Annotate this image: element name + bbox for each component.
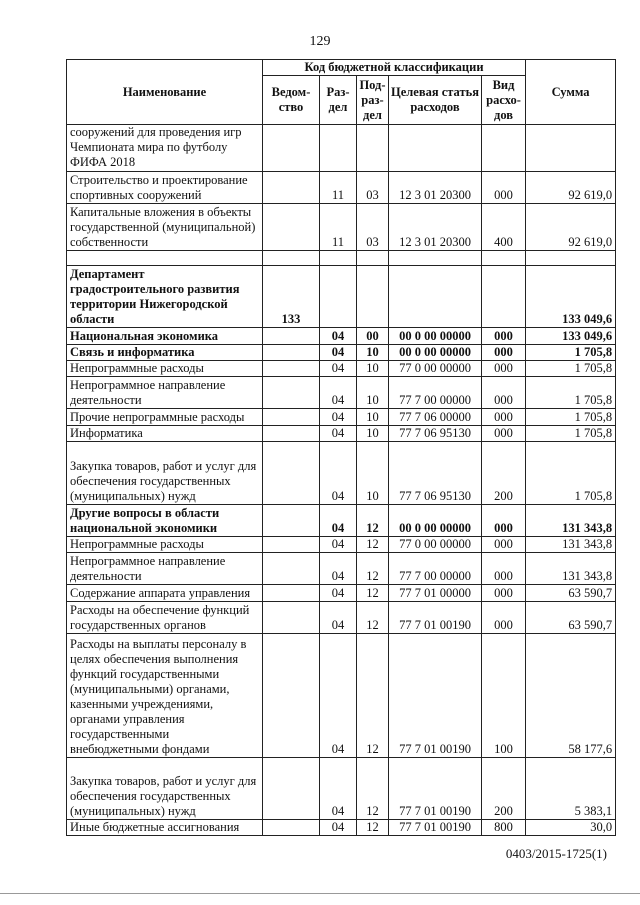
cell-name: Закупка товаров, работ и услуг для обеспечения государственных (муниципальных) нужд <box>67 442 263 505</box>
table-row <box>67 266 616 328</box>
cell-expense-kind: 200 <box>482 758 526 820</box>
cell-section: 04 <box>320 505 357 537</box>
cell-subsection: 12 <box>357 820 389 836</box>
table-row <box>67 204 616 251</box>
table-row <box>67 537 616 553</box>
cell-name: Строительство и проектирование спортивных сооружений <box>67 172 263 204</box>
cell-department <box>263 345 320 361</box>
table-row <box>67 377 616 409</box>
cell-sum: 30,0 <box>526 820 616 836</box>
table-row <box>67 409 616 426</box>
cell-subsection <box>357 251 389 266</box>
cell-section: 04 <box>320 377 357 409</box>
cell-sum: 1 705,8 <box>526 345 616 361</box>
cell-expense-kind: 400 <box>482 204 526 251</box>
cell-name: Содержание аппарата управления <box>67 585 263 602</box>
cell-section: 04 <box>320 758 357 820</box>
document-code: 0403/2015-1725(1) <box>505 846 607 861</box>
cell-subsection: 03 <box>357 204 389 251</box>
cell-target-article: 77 7 01 00190 <box>389 758 482 820</box>
cell-sum: 133 049,6 <box>526 328 616 345</box>
header-subsection: Под-раз-дел <box>357 76 389 125</box>
cell-subsection: 10 <box>357 345 389 361</box>
cell-sum <box>526 251 616 266</box>
table-row <box>67 758 616 820</box>
cell-target-article <box>389 125 482 172</box>
cell-subsection: 03 <box>357 172 389 204</box>
cell-expense-kind <box>482 266 526 328</box>
table-row <box>67 602 616 634</box>
cell-expense-kind: 000 <box>482 553 526 585</box>
table-row <box>67 820 616 836</box>
cell-section: 04 <box>320 585 357 602</box>
cell-name: Расходы на выплаты персоналу в целях обеспечения выполнения функций государственными (муниципальными) органами, казенными учреждениями, органами управления государственными внебюджетными фондами <box>67 634 263 758</box>
cell-subsection: 12 <box>357 758 389 820</box>
cell-target-article: 12 3 01 20300 <box>389 172 482 204</box>
cell-section: 04 <box>320 409 357 426</box>
cell-section: 04 <box>320 602 357 634</box>
cell-expense-kind <box>482 125 526 172</box>
cell-target-article: 00 0 00 00000 <box>389 345 482 361</box>
cell-name: Департамент градостроительного развития территории Нижегородской области <box>67 266 263 328</box>
cell-subsection: 12 <box>357 537 389 553</box>
cell-section <box>320 125 357 172</box>
cell-sum: 131 343,8 <box>526 505 616 537</box>
cell-target-article: 77 0 00 00000 <box>389 361 482 377</box>
cell-section: 04 <box>320 426 357 442</box>
budget-table <box>66 59 616 836</box>
cell-department <box>263 125 320 172</box>
table-row <box>67 426 616 442</box>
header-sum: Сумма <box>526 60 616 125</box>
cell-sum: 1 705,8 <box>526 409 616 426</box>
cell-name <box>67 251 263 266</box>
cell-subsection: 10 <box>357 361 389 377</box>
cell-department <box>263 442 320 505</box>
header-section: Раз-дел <box>320 76 357 125</box>
cell-name: Национальная экономика <box>67 328 263 345</box>
cell-expense-kind: 000 <box>482 377 526 409</box>
cell-expense-kind: 000 <box>482 426 526 442</box>
cell-name: Другие вопросы в области национальной экономики <box>67 505 263 537</box>
cell-sum <box>526 125 616 172</box>
cell-name: Капитальные вложения в объекты государственной (муниципальной) собственности <box>67 204 263 251</box>
cell-subsection <box>357 266 389 328</box>
cell-sum: 63 590,7 <box>526 585 616 602</box>
cell-name: Закупка товаров, работ и услуг для обеспечения государственных (муниципальных) нужд <box>67 758 263 820</box>
cell-target-article: 77 7 01 00190 <box>389 820 482 836</box>
cell-section: 04 <box>320 553 357 585</box>
cell-name: Непрограммные расходы <box>67 361 263 377</box>
cell-subsection: 10 <box>357 442 389 505</box>
cell-name: Непрограммные расходы <box>67 537 263 553</box>
table-row <box>67 251 616 266</box>
table-row <box>67 328 616 345</box>
cell-target-article: 00 0 00 00000 <box>389 505 482 537</box>
cell-sum: 1 705,8 <box>526 361 616 377</box>
header-classification-group: Код бюджетной классификации <box>263 60 526 76</box>
cell-department <box>263 602 320 634</box>
table-row <box>67 634 616 758</box>
cell-subsection <box>357 125 389 172</box>
cell-section: 04 <box>320 634 357 758</box>
cell-subsection: 10 <box>357 426 389 442</box>
cell-expense-kind: 000 <box>482 505 526 537</box>
cell-target-article: 77 7 01 00190 <box>389 634 482 758</box>
cell-target-article: 12 3 01 20300 <box>389 204 482 251</box>
cell-department <box>263 172 320 204</box>
cell-name: Прочие непрограммные расходы <box>67 409 263 426</box>
table-row <box>67 553 616 585</box>
cell-target-article: 77 7 01 00190 <box>389 602 482 634</box>
cell-subsection: 10 <box>357 409 389 426</box>
cell-target-article: 77 7 06 95130 <box>389 442 482 505</box>
page-number: 129 <box>309 34 331 49</box>
cell-department <box>263 377 320 409</box>
cell-expense-kind: 000 <box>482 537 526 553</box>
cell-subsection: 12 <box>357 634 389 758</box>
cell-name: Расходы на обеспечение функций государственных органов <box>67 602 263 634</box>
cell-section <box>320 266 357 328</box>
cell-expense-kind: 800 <box>482 820 526 836</box>
cell-section: 04 <box>320 820 357 836</box>
cell-sum: 1 705,8 <box>526 426 616 442</box>
cell-department <box>263 251 320 266</box>
cell-department <box>263 409 320 426</box>
cell-expense-kind: 000 <box>482 409 526 426</box>
cell-department <box>263 585 320 602</box>
cell-section: 11 <box>320 172 357 204</box>
cell-department <box>263 553 320 585</box>
cell-expense-kind: 000 <box>482 585 526 602</box>
cell-sum: 92 619,0 <box>526 204 616 251</box>
cell-name: сооружений для проведения игр Чемпионата мира по футболу ФИФА 2018 <box>67 125 263 172</box>
cell-name: Непрограммное направление деятельности <box>67 377 263 409</box>
cell-department <box>263 634 320 758</box>
cell-expense-kind: 000 <box>482 361 526 377</box>
cell-sum: 1 705,8 <box>526 377 616 409</box>
cell-subsection: 12 <box>357 585 389 602</box>
cell-subsection: 12 <box>357 602 389 634</box>
cell-target-article <box>389 251 482 266</box>
header-name: Наименование <box>67 60 263 125</box>
cell-sum: 58 177,6 <box>526 634 616 758</box>
cell-section: 04 <box>320 537 357 553</box>
cell-section: 11 <box>320 204 357 251</box>
cell-sum: 1 705,8 <box>526 442 616 505</box>
cell-sum: 133 049,6 <box>526 266 616 328</box>
cell-expense-kind: 000 <box>482 602 526 634</box>
cell-target-article: 00 0 00 00000 <box>389 328 482 345</box>
cell-department <box>263 505 320 537</box>
table-row <box>67 361 616 377</box>
cell-department <box>263 204 320 251</box>
cell-expense-kind: 000 <box>482 345 526 361</box>
table-row <box>67 172 616 204</box>
cell-name: Непрограммное направление деятельности <box>67 553 263 585</box>
cell-target-article: 77 7 00 00000 <box>389 377 482 409</box>
cell-department <box>263 426 320 442</box>
cell-section: 04 <box>320 328 357 345</box>
cell-expense-kind: 000 <box>482 328 526 345</box>
cell-department <box>263 820 320 836</box>
cell-expense-kind: 000 <box>482 172 526 204</box>
cell-department <box>263 537 320 553</box>
cell-section <box>320 251 357 266</box>
cell-target-article <box>389 266 482 328</box>
cell-sum: 63 590,7 <box>526 602 616 634</box>
cell-expense-kind <box>482 251 526 266</box>
cell-target-article: 77 7 06 95130 <box>389 426 482 442</box>
cell-name: Иные бюджетные ассигнования <box>67 820 263 836</box>
table-body <box>67 125 616 836</box>
cell-target-article: 77 7 00 00000 <box>389 553 482 585</box>
cell-department <box>263 328 320 345</box>
cell-section: 04 <box>320 345 357 361</box>
table-row <box>67 125 616 172</box>
cell-name: Связь и информатика <box>67 345 263 361</box>
cell-department: 133 <box>263 266 320 328</box>
table-row <box>67 585 616 602</box>
cell-sum: 131 343,8 <box>526 553 616 585</box>
cell-sum: 92 619,0 <box>526 172 616 204</box>
cell-section: 04 <box>320 442 357 505</box>
cell-department <box>263 361 320 377</box>
cell-expense-kind: 100 <box>482 634 526 758</box>
cell-name: Информатика <box>67 426 263 442</box>
table-row <box>67 345 616 361</box>
cell-subsection: 12 <box>357 505 389 537</box>
header-department: Ведом-ство <box>263 76 320 125</box>
cell-section: 04 <box>320 361 357 377</box>
cell-subsection: 12 <box>357 553 389 585</box>
cell-expense-kind: 200 <box>482 442 526 505</box>
cell-target-article: 77 7 06 00000 <box>389 409 482 426</box>
cell-target-article: 77 7 01 00000 <box>389 585 482 602</box>
cell-target-article: 77 0 00 00000 <box>389 537 482 553</box>
cell-sum: 5 383,1 <box>526 758 616 820</box>
bottom-divider <box>0 893 640 894</box>
table-row <box>67 505 616 537</box>
cell-department <box>263 758 320 820</box>
header-target-article: Целевая статья расходов <box>389 76 482 125</box>
cell-sum: 131 343,8 <box>526 537 616 553</box>
header-expense-kind: Вид расхо-дов <box>482 76 526 125</box>
cell-subsection: 00 <box>357 328 389 345</box>
table-row <box>67 442 616 505</box>
cell-subsection: 10 <box>357 377 389 409</box>
